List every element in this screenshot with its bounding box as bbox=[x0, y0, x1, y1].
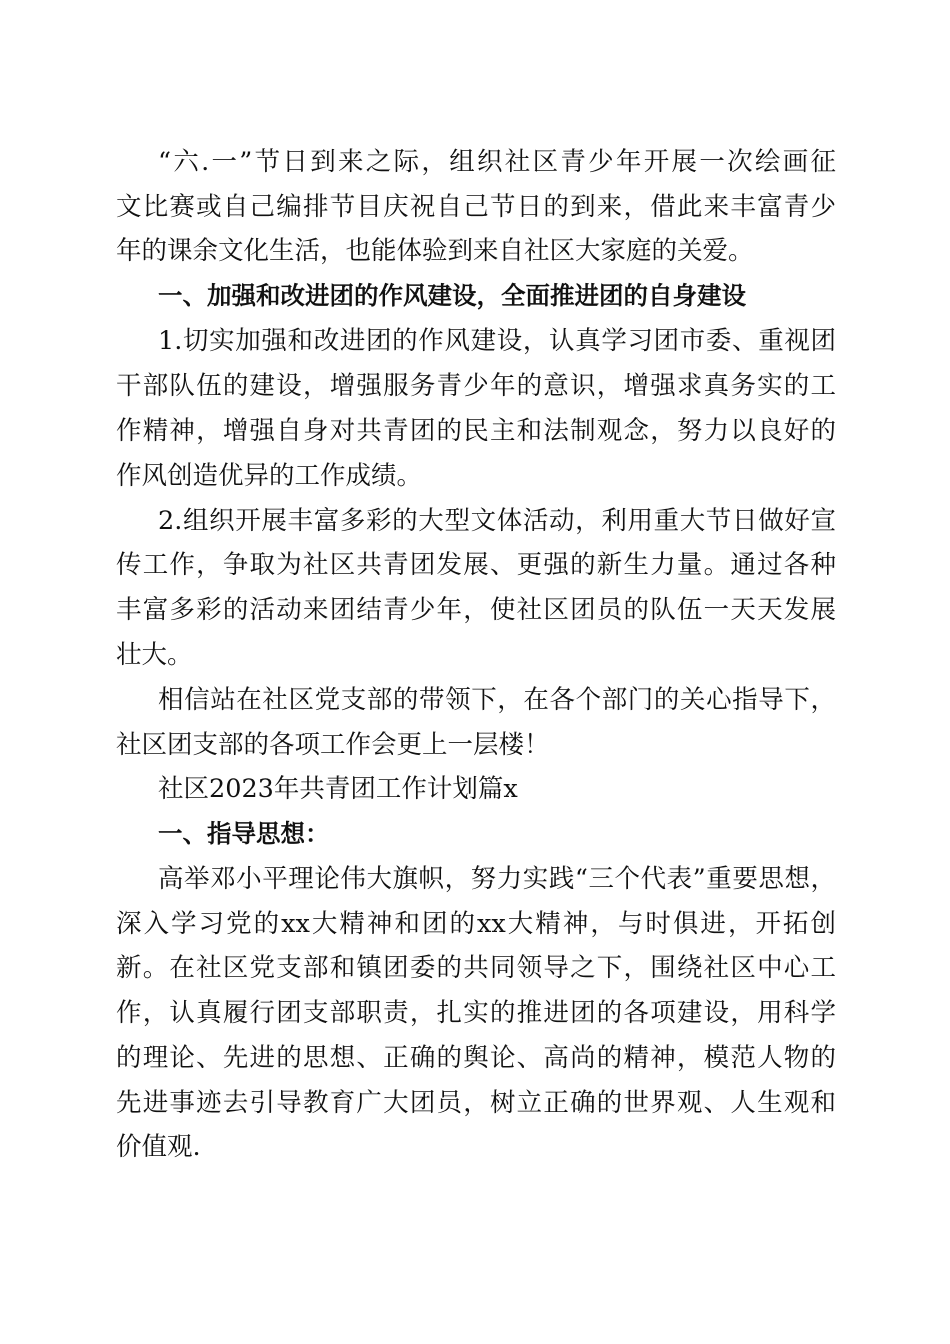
paragraph-line: 2.组织开展丰富多彩的大型文体活动，利用重大节日做好宣 bbox=[158, 506, 836, 536]
paragraph-line: 先进事迹去引导教育广大团员，树立正确的世界观、人生观和 bbox=[116, 1088, 836, 1118]
section-heading: 一、加强和改进团的作风建设，全面推进团的自身建设 bbox=[158, 281, 746, 310]
paragraph-line: “六.一”节日到来之际，组织社区青少年开展一次绘画征 bbox=[158, 147, 836, 177]
paragraph-line: 高举邓小平理论伟大旗帜，努力实践“三个代表”重要思想， bbox=[158, 864, 836, 894]
paragraph-line: 年的课余文化生活，也能体验到来自社区大家庭的关爱。 bbox=[116, 236, 754, 266]
paragraph-line: 传工作，争取为社区共青团发展、更强的新生力量。通过各种 bbox=[116, 550, 836, 580]
paragraph-line: 文比赛或自己编排节目庆祝自己节日的到来，借此来丰富青少 bbox=[116, 192, 836, 222]
paragraph-line: 干部队伍的建设，增强服务青少年的意识，增强求真务实的工 bbox=[116, 371, 836, 401]
paragraph-line: 作，认真履行团支部职责，扎实的推进团的各项建设，用科学 bbox=[116, 998, 836, 1028]
paragraph-line: 深入学习党的xx大精神和团的xx大精神，与时俱进，开拓创 bbox=[116, 909, 836, 939]
paragraph-line: 相信站在社区党支部的带领下，在各个部门的关心指导下， bbox=[158, 685, 836, 715]
document-subtitle: 社区2023年共青团工作计划篇x bbox=[158, 774, 518, 804]
paragraph-line: 1.切实加强和改进团的作风建设，认真学习团市委、重视团 bbox=[158, 326, 836, 356]
paragraph-line: 社区团支部的各项工作会更上一层楼！ bbox=[116, 730, 550, 760]
section-heading: 一、指导思想： bbox=[158, 819, 330, 848]
paragraph-line: 作精神，增强自身对共青团的民主和法制观念，努力以良好的 bbox=[116, 416, 836, 446]
paragraph-line: 的理论、先进的思想、正确的舆论、高尚的精神，模范人物的 bbox=[116, 1043, 836, 1073]
paragraph-line: 新。在社区党支部和镇团委的共同领导之下，围绕社区中心工 bbox=[116, 953, 836, 983]
paragraph-line: 壮大。 bbox=[116, 640, 193, 670]
paragraph-line: 价值观. bbox=[116, 1132, 201, 1162]
paragraph-line: 作风创造优异的工作成绩。 bbox=[116, 461, 423, 491]
paragraph-line: 丰富多彩的活动来团结青少年，使社区团员的队伍一天天发展 bbox=[116, 595, 836, 625]
